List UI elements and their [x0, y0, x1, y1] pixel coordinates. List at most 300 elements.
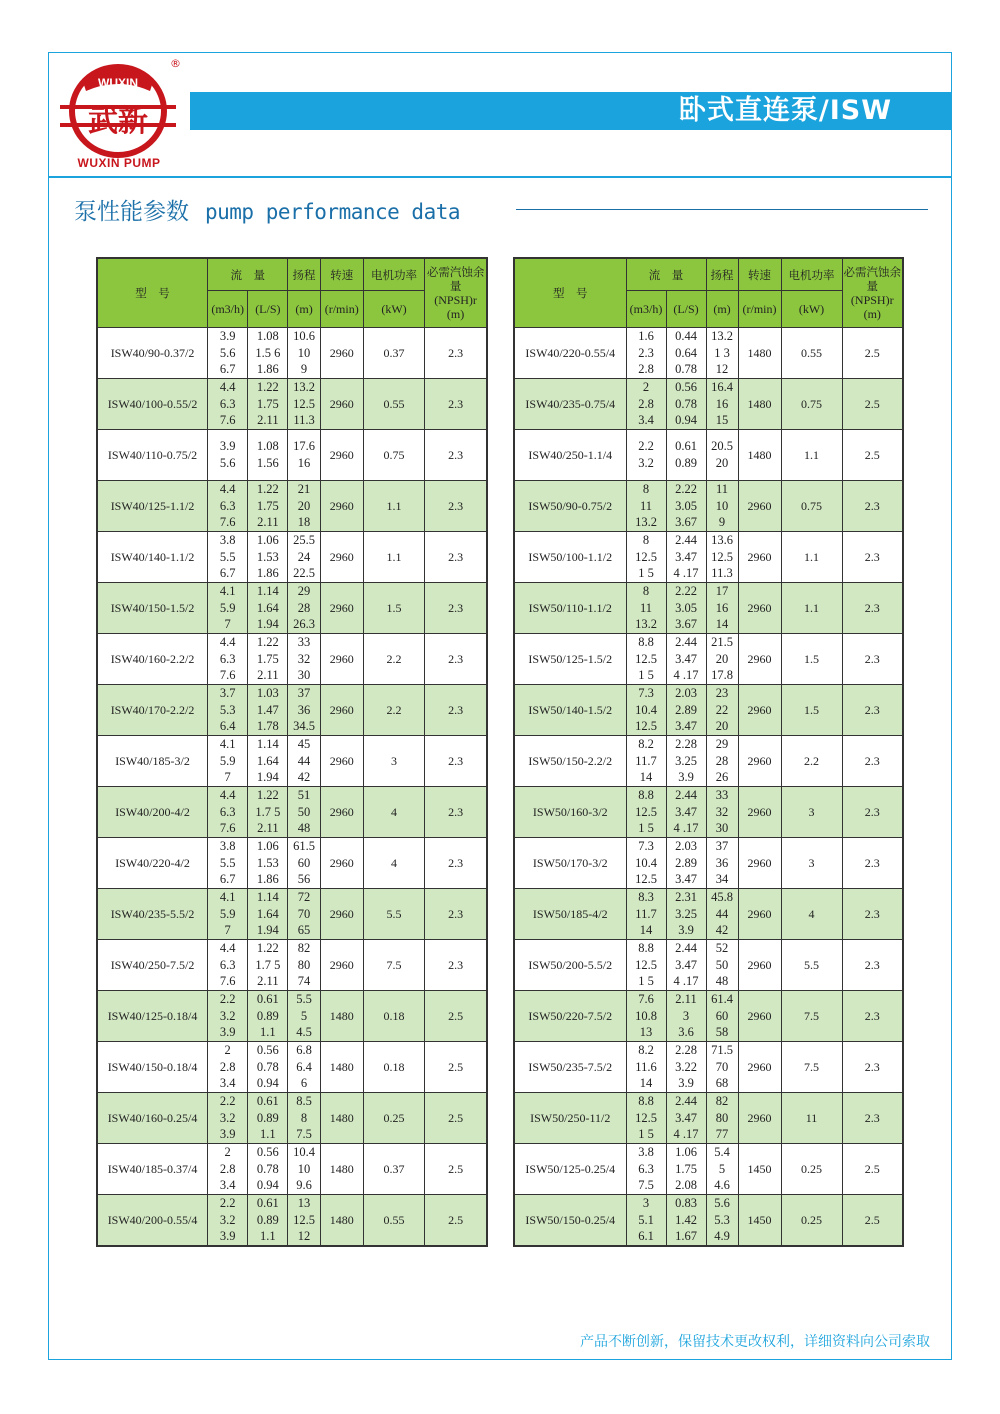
flow-m3h-cell: [208, 583, 248, 634]
table-row: [514, 787, 903, 838]
power-cell: 5.5: [781, 940, 842, 991]
flow-ls-cell: [248, 328, 288, 379]
flow-ls-cell-value: 1.5 6: [255, 345, 281, 360]
flow-m3h-cell-value: 6.3: [219, 957, 236, 972]
flow-ls-cell-value: 0.78: [256, 1059, 279, 1074]
flow-m3h-cell: [626, 1093, 666, 1144]
power-cell: 2.2: [781, 736, 842, 787]
head-cell-value: 45.8: [711, 890, 733, 905]
flow-m3h-cell: [208, 430, 248, 481]
npsh-cell: 2.3: [425, 532, 487, 583]
flow-m3h-cell: [208, 328, 248, 379]
flow-m3h-cell-value: 4.4: [219, 788, 236, 803]
head-cell-value: 33: [715, 788, 729, 803]
flow-m3h-cell-value: 3.9: [219, 1229, 236, 1244]
flow-m3h-cell-value: 11: [639, 498, 653, 513]
power-cell: 7.5: [781, 1042, 842, 1093]
npsh-cell: 2.5: [842, 1144, 903, 1195]
head-cell: [706, 583, 738, 634]
flow-m3h-cell-value: 12.5: [635, 872, 657, 887]
flow-ls-cell-value: 1.94: [256, 770, 279, 785]
head-cell-value: 45: [297, 737, 311, 752]
head-cell: [706, 379, 738, 430]
registered-mark: ®: [170, 57, 181, 70]
flow-m3h-cell-value: 12.5: [635, 719, 657, 734]
model-cell: ISW50/170-3/2: [514, 838, 626, 889]
flow-ls-cell: [666, 1195, 706, 1247]
logo-text-bottom: WUXIN PUMP: [77, 156, 161, 170]
speed-cell: 2960: [738, 787, 781, 838]
head-cell: [288, 634, 320, 685]
power-cell: 0.25: [781, 1144, 842, 1195]
speed-cell: 2960: [320, 838, 363, 889]
flow-ls-cell-value: 0.94: [256, 1076, 279, 1091]
flow-m3h-cell-value: 3.2: [219, 1110, 236, 1125]
flow-ls-cell-value: 3.47: [675, 1110, 697, 1125]
flow-ls-cell: [248, 430, 288, 481]
head-cell-value: 34: [715, 872, 729, 887]
head-cell-value: 37: [297, 686, 311, 701]
flow-ls-cell-value: 2.28: [675, 737, 697, 752]
flow-m3h-cell: [626, 379, 666, 430]
header-head-unit: (m): [288, 291, 320, 328]
flow-m3h-cell-value: 7: [224, 923, 231, 938]
header-power: 电机功率: [781, 258, 842, 291]
flow-m3h-cell-value: 5.9: [219, 753, 236, 768]
flow-m3h-cell-value: 6.3: [219, 396, 236, 411]
table-row: [514, 991, 903, 1042]
head-cell-value: 20: [297, 498, 311, 513]
table-row: [514, 838, 903, 889]
flow-m3h-cell-value: 6.3: [219, 498, 236, 513]
flow-m3h-cell: [626, 787, 666, 838]
flow-m3h-cell-value: 6.7: [219, 566, 236, 581]
flow-m3h-cell-value: 12.5: [635, 804, 657, 819]
flow-ls-cell-value: 1.7 5: [255, 957, 281, 972]
power-cell: 3: [781, 838, 842, 889]
head-cell-value: 22.5: [293, 566, 315, 581]
flow-m3h-cell-value: 7.3: [638, 686, 654, 701]
flow-ls-cell-value: 1.14: [256, 584, 279, 599]
flow-ls-cell-value: 0.56: [675, 380, 697, 395]
head-cell-value: 16: [715, 396, 729, 411]
flow-ls-cell-value: 3.25: [675, 753, 697, 768]
head-cell: [288, 430, 320, 481]
speed-cell: 2960: [320, 328, 363, 379]
flow-ls-cell-value: 1.06: [675, 1145, 697, 1160]
flow-m3h-cell-value: 4.1: [219, 737, 236, 752]
flow-ls-cell-value: 2.44: [675, 533, 697, 548]
section-title-en: pump performance data: [205, 200, 461, 224]
flow-m3h-cell-value: 3.9: [219, 329, 236, 344]
head-cell-value: 10: [715, 498, 729, 513]
flow-ls-cell-value: 0.64: [675, 345, 697, 360]
head-cell: [706, 481, 738, 532]
flow-m3h-cell-value: 3: [642, 1196, 650, 1211]
npsh-cell: 2.3: [425, 940, 487, 991]
flow-m3h-cell-value: 5.9: [219, 906, 236, 921]
flow-ls-cell: [248, 583, 288, 634]
head-cell-value: 12.5: [293, 396, 315, 411]
flow-m3h-cell-value: 3.4: [219, 1076, 236, 1091]
model-cell: ISW40/140-1.1/2: [97, 532, 208, 583]
flow-m3h-cell: [208, 685, 248, 736]
head-cell-value: 17.6: [293, 439, 315, 454]
flow-m3h-cell-value: 7.6: [638, 992, 654, 1007]
npsh-cell: 2.5: [842, 379, 903, 430]
flow-ls-cell-value: 1.14: [256, 737, 279, 752]
head-cell: [288, 940, 320, 991]
flow-m3h-cell: [208, 736, 248, 787]
head-cell-value: 15: [715, 413, 729, 428]
flow-m3h-cell-value: 4.4: [219, 380, 236, 395]
flow-ls-cell-value: 4 .17: [673, 668, 699, 683]
flow-ls-cell-value: 1.64: [256, 753, 279, 768]
power-cell: 0.18: [363, 991, 424, 1042]
flow-m3h-cell-value: 1 5: [638, 668, 654, 683]
npsh-cell: 2.5: [425, 1195, 487, 1247]
speed-cell: 2960: [738, 481, 781, 532]
flow-ls-cell-value: 3.47: [675, 872, 697, 887]
table-row: [97, 889, 487, 940]
head-cell-value: 82: [297, 941, 311, 956]
flow-m3h-cell-value: 2: [224, 1145, 231, 1160]
table-row: [97, 787, 487, 838]
head-cell-value: 36: [715, 855, 729, 870]
head-cell-value: 5.3: [714, 1212, 730, 1227]
head-cell-value: 5.6: [714, 1196, 730, 1211]
head-cell-value: 17.8: [711, 668, 733, 683]
speed-cell: 1450: [738, 1195, 781, 1247]
table-row: [97, 1144, 487, 1195]
flow-ls-cell-value: 2.11: [257, 413, 279, 428]
flow-m3h-cell: [626, 1144, 666, 1195]
speed-cell: 2960: [738, 940, 781, 991]
table-row: [97, 1195, 487, 1247]
table-row: [97, 1042, 487, 1093]
flow-ls-cell-value: 1.64: [256, 600, 279, 615]
flow-m3h-cell-value: 7.6: [219, 413, 236, 428]
header-flow-ls: (L/S): [248, 291, 288, 328]
flow-m3h-cell-value: 8: [642, 533, 650, 548]
head-cell-value: 10: [297, 1161, 311, 1176]
npsh-cell: 2.3: [425, 430, 487, 481]
flow-m3h-cell-value: 3.9: [219, 1127, 236, 1142]
head-cell-value: 32: [297, 651, 311, 666]
head-cell-value: 13.6: [711, 533, 733, 548]
head-cell-value: 17: [715, 584, 729, 599]
flow-ls-cell-value: 1.47: [256, 702, 279, 717]
flow-ls-cell-value: 1.06: [256, 533, 279, 548]
head-cell-value: 10.4: [293, 1145, 315, 1160]
head-cell-value: 33: [297, 635, 311, 650]
head-cell-value: 11.3: [293, 413, 315, 428]
table-row: [514, 685, 903, 736]
footer-note: 产品不断创新，保留技术更改权利，详细资料向公司索取: [580, 1334, 930, 1350]
npsh-cell: 2.3: [842, 940, 903, 991]
flow-ls-cell-value: 3.47: [675, 957, 697, 972]
table-row: [97, 685, 487, 736]
model-cell: ISW50/185-4/2: [514, 889, 626, 940]
power-cell: 2.2: [363, 634, 424, 685]
flow-ls-cell-value: 1.94: [256, 617, 279, 632]
flow-ls-cell-value: 2.44: [675, 1094, 697, 1109]
flow-m3h-cell-value: 8.8: [638, 635, 654, 650]
power-cell: 4: [363, 787, 424, 838]
npsh-cell: 2.3: [842, 634, 903, 685]
flow-m3h-cell: [626, 736, 666, 787]
flow-m3h-cell-value: 10.4: [635, 855, 657, 870]
head-cell-value: 12: [715, 362, 729, 377]
title-banner: [190, 92, 952, 130]
head-cell-value: 61.5: [293, 839, 315, 854]
flow-ls-cell-value: 1.86: [256, 362, 279, 377]
flow-m3h-cell-value: 6.7: [219, 872, 236, 887]
flow-m3h-cell-value: 6.3: [219, 804, 236, 819]
head-cell-value: 44: [715, 906, 729, 921]
table-row: [97, 379, 487, 430]
flow-m3h-cell-value: 2.8: [638, 396, 654, 411]
header-flow-ls: (L/S): [666, 291, 706, 328]
flow-m3h-cell: [626, 889, 666, 940]
npsh-cell: 2.5: [842, 1195, 903, 1247]
flow-m3h-cell-value: 11.7: [635, 906, 657, 921]
head-cell-value: 25.5: [293, 533, 315, 548]
flow-ls-cell-value: 1.22: [256, 482, 279, 497]
table-row: [514, 481, 903, 532]
header-flow-m3h: (m3/h): [208, 291, 248, 328]
flow-m3h-cell: [626, 838, 666, 889]
table-row: [514, 1144, 903, 1195]
header-npsh: 必需汽蚀余量 (NPSH)r (m): [425, 258, 487, 328]
power-cell: 1.1: [781, 583, 842, 634]
flow-ls-cell: [248, 481, 288, 532]
head-cell: [288, 1093, 320, 1144]
npsh-cell: 2.3: [842, 1093, 903, 1144]
model-cell: ISW40/160-0.25/4: [97, 1093, 208, 1144]
head-cell-value: 74: [297, 974, 311, 989]
npsh-cell: 2.3: [425, 838, 487, 889]
head-cell: [706, 787, 738, 838]
head-cell: [288, 532, 320, 583]
model-cell: ISW40/200-0.55/4: [97, 1195, 208, 1247]
head-cell: [706, 889, 738, 940]
npsh-cell: 2.5: [842, 328, 903, 379]
flow-m3h-cell-value: 3.8: [219, 533, 236, 548]
speed-cell: 2960: [320, 787, 363, 838]
flow-m3h-cell-value: 12.5: [635, 957, 657, 972]
head-cell-value: 10: [297, 345, 311, 360]
head-cell: [706, 991, 738, 1042]
npsh-cell: 2.5: [842, 430, 903, 481]
head-cell-value: 61.4: [711, 992, 733, 1007]
flow-ls-cell-value: 1.22: [256, 941, 279, 956]
flow-ls-cell-value: 3.22: [675, 1059, 697, 1074]
flow-ls-cell-value: 2.03: [675, 839, 697, 854]
flow-ls-cell-value: 2.22: [675, 584, 697, 599]
flow-m3h-cell: [208, 889, 248, 940]
header-power: 电机功率: [363, 258, 424, 291]
head-cell: [706, 1195, 738, 1247]
flow-ls-cell: [666, 1042, 706, 1093]
flow-ls-cell-value: 3.9: [678, 1076, 694, 1091]
power-cell: 1.5: [363, 583, 424, 634]
header-flow-m3h: (m3/h): [626, 291, 666, 328]
head-cell: [706, 634, 738, 685]
head-cell-value: 21: [297, 482, 311, 497]
head-cell-value: 80: [715, 1110, 729, 1125]
flow-m3h-cell-value: 8.8: [638, 941, 654, 956]
model-cell: ISW50/235-7.5/2: [514, 1042, 626, 1093]
flow-m3h-cell-value: 6.7: [219, 362, 236, 377]
flow-ls-cell-value: 3.6: [678, 1025, 694, 1040]
model-cell: ISW50/150-2.2/2: [514, 736, 626, 787]
head-cell-value: 9: [300, 362, 308, 377]
flow-m3h-cell: [208, 1144, 248, 1195]
flow-ls-cell-value: 0.61: [256, 992, 279, 1007]
head-cell-value: 34.5: [293, 719, 315, 734]
power-cell: 1.1: [363, 532, 424, 583]
model-cell: ISW40/220-4/2: [97, 838, 208, 889]
flow-ls-cell-value: 2.89: [675, 702, 697, 717]
flow-ls-cell-value: 0.89: [675, 456, 697, 470]
flow-ls-cell-value: 3.05: [675, 498, 697, 513]
speed-cell: 2960: [320, 634, 363, 685]
header-flow: 流 量: [626, 258, 706, 291]
flow-m3h-cell-value: 3.2: [638, 456, 654, 470]
head-cell-value: 6: [300, 1076, 308, 1091]
speed-cell: 2960: [738, 1042, 781, 1093]
head-cell-value: 14: [715, 617, 729, 632]
section-title-cn: 泵性能参数: [74, 199, 189, 225]
flow-ls-cell-value: 0.44: [675, 329, 697, 344]
head-cell-value: 71.5: [711, 1043, 733, 1058]
flow-ls-cell: [248, 736, 288, 787]
flow-ls-cell-value: 3: [682, 1008, 690, 1023]
flow-ls-cell-value: 0.61: [675, 439, 697, 454]
head-cell-value: 60: [297, 855, 311, 870]
flow-m3h-cell-value: 5.6: [219, 456, 236, 470]
power-cell: 1.1: [781, 430, 842, 481]
power-cell: 1.5: [781, 685, 842, 736]
table-row: [514, 1195, 903, 1247]
speed-cell: 2960: [738, 991, 781, 1042]
power-cell: 11: [781, 1093, 842, 1144]
power-cell: 0.25: [363, 1093, 424, 1144]
npsh-cell: 2.3: [842, 481, 903, 532]
flow-ls-cell-value: 1.86: [256, 566, 279, 581]
head-cell-value: 77: [715, 1127, 729, 1142]
head-cell: [288, 889, 320, 940]
power-cell: 4: [363, 838, 424, 889]
flow-m3h-cell-value: 2.3: [638, 345, 654, 360]
flow-m3h-cell-value: 7.6: [219, 515, 236, 530]
head-cell-value: 28: [297, 600, 311, 615]
logo-text-top: WUXIN: [98, 76, 138, 90]
flow-ls-cell-value: 3.47: [675, 651, 697, 666]
power-cell: 0.75: [363, 430, 424, 481]
flow-ls-cell-value: 2.22: [675, 482, 697, 497]
flow-m3h-cell-value: 8.8: [638, 788, 654, 803]
head-cell-value: 44: [297, 753, 311, 768]
head-cell-value: 22: [715, 702, 729, 717]
flow-m3h-cell: [208, 991, 248, 1042]
model-cell: ISW40/235-5.5/2: [97, 889, 208, 940]
flow-m3h-cell-value: 4.1: [219, 584, 236, 599]
flow-m3h-cell-value: 3.2: [219, 1212, 236, 1227]
flow-ls-cell-value: 0.56: [256, 1043, 279, 1058]
speed-cell: 2960: [738, 583, 781, 634]
flow-m3h-cell-value: 13: [639, 1025, 653, 1040]
speed-cell: 2960: [738, 634, 781, 685]
flow-ls-cell: [666, 736, 706, 787]
head-cell-value: 12.5: [293, 1212, 315, 1227]
head-cell-value: 23: [715, 686, 729, 701]
head-cell: [706, 1042, 738, 1093]
model-cell: ISW40/125-0.18/4: [97, 991, 208, 1042]
flow-ls-cell: [666, 481, 706, 532]
table-row: [514, 532, 903, 583]
header-flow: 流 量: [208, 258, 288, 291]
head-cell: [706, 940, 738, 991]
flow-ls-cell-value: 1.08: [256, 329, 279, 344]
flow-m3h-cell-value: 3.8: [219, 839, 236, 854]
npsh-cell: 2.3: [842, 838, 903, 889]
flow-m3h-cell-value: 5.5: [219, 549, 236, 564]
npsh-cell: 2.3: [425, 685, 487, 736]
flow-ls-cell-value: 2.11: [257, 515, 279, 530]
head-cell-value: 36: [297, 702, 311, 717]
head-cell-value: 6.8: [296, 1043, 312, 1058]
flow-ls-cell-value: 0.83: [675, 1196, 697, 1211]
head-cell-value: 26.3: [293, 617, 315, 632]
speed-cell: 2960: [320, 481, 363, 532]
flow-m3h-cell-value: 8: [642, 482, 650, 497]
head-cell-value: 20.5: [711, 439, 733, 454]
flow-ls-cell-value: 1.64: [256, 906, 279, 921]
flow-m3h-cell-value: 1 5: [638, 821, 654, 836]
head-cell-value: 48: [297, 821, 311, 836]
head-cell-value: 5: [718, 1161, 726, 1176]
flow-ls-cell: [666, 838, 706, 889]
power-cell: 7.5: [781, 991, 842, 1042]
model-cell: ISW40/185-3/2: [97, 736, 208, 787]
flow-m3h-cell: [626, 481, 666, 532]
table-row: [514, 1093, 903, 1144]
flow-ls-cell-value: 3.05: [675, 600, 697, 615]
flow-ls-cell: [248, 379, 288, 430]
speed-cell: 2960: [320, 532, 363, 583]
npsh-cell: 2.3: [425, 379, 487, 430]
flow-m3h-cell-value: 2.2: [219, 1196, 236, 1211]
model-cell: ISW40/200-4/2: [97, 787, 208, 838]
flow-m3h-cell-value: 5.1: [638, 1212, 654, 1227]
npsh-cell: 2.3: [425, 634, 487, 685]
speed-cell: 1480: [320, 1195, 363, 1247]
flow-ls-cell-value: 0.61: [256, 1094, 279, 1109]
model-cell: ISW40/235-0.75/4: [514, 379, 626, 430]
flow-ls-cell-value: 1.75: [256, 498, 279, 513]
model-cell: ISW40/110-0.75/2: [97, 430, 208, 481]
flow-ls-cell-value: 0.78: [675, 362, 697, 377]
head-cell-value: 13.2: [711, 329, 733, 344]
header-speed-unit: (r/min): [320, 291, 363, 328]
npsh-cell: 2.3: [842, 889, 903, 940]
flow-ls-cell: [248, 634, 288, 685]
flow-m3h-cell-value: 2.2: [638, 439, 654, 454]
table-row: [97, 634, 487, 685]
npsh-cell: 2.5: [425, 1093, 487, 1144]
